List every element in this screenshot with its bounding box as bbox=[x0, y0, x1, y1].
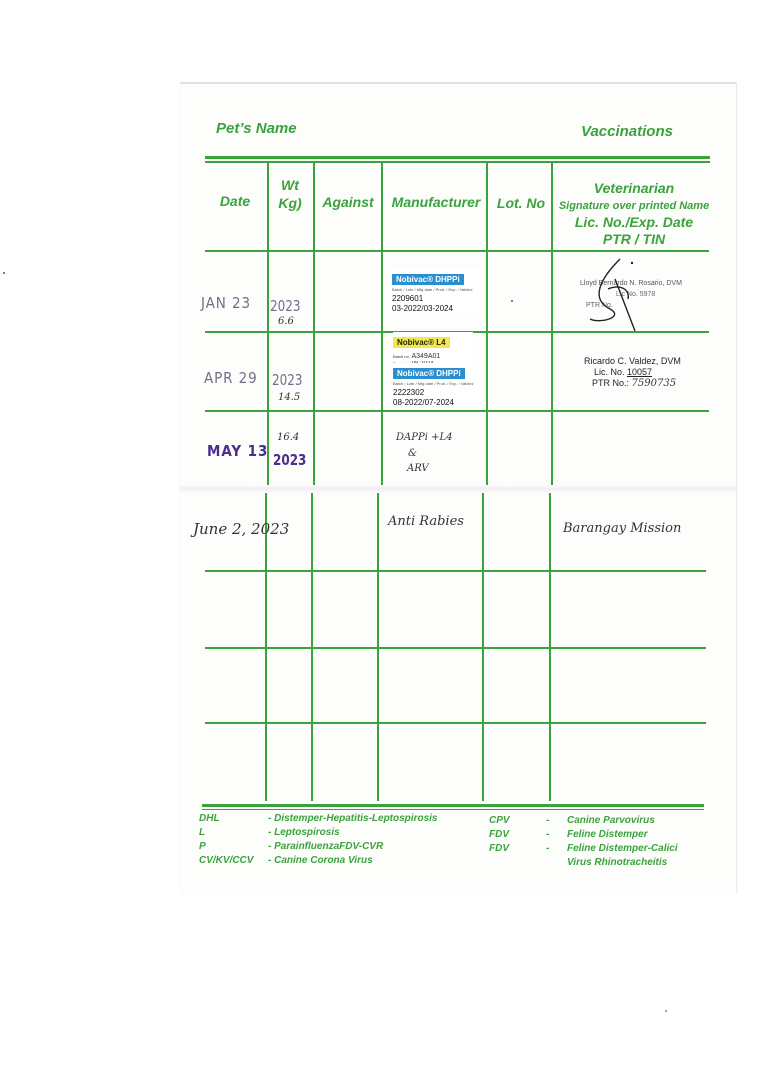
row1-date-stamp: JAN 23 bbox=[201, 294, 251, 312]
row4-manufacturer-note: Anti Rabies bbox=[388, 514, 464, 529]
grid-line bbox=[381, 163, 383, 489]
row2-sticker-batch: 2222302 bbox=[393, 388, 425, 397]
footer-rule-thin bbox=[202, 809, 704, 810]
legend-desc: Feline Distemper bbox=[567, 829, 648, 840]
header-rule-thick bbox=[205, 156, 710, 159]
row3-year-stamp: 2023 bbox=[273, 451, 307, 469]
row3-note-1: DAPPi +L4 bbox=[396, 432, 453, 443]
row2-sticker-fine: Batch / Lote / Mfg date / Prod. / Exp. / Validez bbox=[393, 381, 474, 386]
row-line bbox=[205, 410, 709, 412]
legend-dash: - bbox=[546, 815, 550, 826]
row3-weight: 16.4 bbox=[277, 432, 300, 443]
legend-dash: - bbox=[546, 843, 550, 854]
legend-abbr: CPV bbox=[489, 815, 510, 826]
row2-vet-ptr: 7590735 bbox=[631, 378, 677, 389]
grid-line bbox=[313, 163, 315, 489]
header-rule-thin bbox=[205, 161, 710, 163]
grid-line bbox=[486, 163, 488, 489]
legend-abbr: FDV bbox=[489, 829, 509, 840]
header-date: Date bbox=[219, 193, 251, 209]
legend-right-abbr bbox=[489, 814, 529, 856]
row4-vet-note: Barangay Mission bbox=[563, 521, 682, 536]
row1-sticker-brand: Nobivac® DHPPi bbox=[392, 274, 464, 285]
row1-sticker-dates: 03-2022/03-2024 bbox=[392, 304, 453, 313]
legend-left-desc bbox=[268, 812, 478, 868]
row1-vaccine-sticker bbox=[392, 269, 480, 314]
row2-sticker-top-batch-label: Batch no. bbox=[393, 354, 410, 359]
header-signature: Signature over printed Name bbox=[558, 200, 710, 212]
footer-rule-thick bbox=[202, 804, 704, 807]
pets-name-label: Pet’s Name bbox=[216, 120, 297, 137]
legend-desc: Feline Distemper-Calici bbox=[567, 843, 678, 854]
header-ptr-tin: PTR / TIN bbox=[602, 231, 666, 247]
row2-vet-name: Ricardo C. Valdez, DVM bbox=[584, 356, 681, 366]
row2-vet-stamp bbox=[584, 356, 704, 389]
header-lot-no: Lot. No bbox=[496, 195, 546, 211]
header-wt-line1: Wt bbox=[281, 177, 299, 193]
row3-date-stamp: MAY 13 bbox=[207, 442, 269, 460]
row1-sticker-batch: 2209601 bbox=[392, 294, 424, 303]
legend-abbr: L bbox=[199, 827, 206, 838]
row2-sticker-top-brand: Nobivac® L4 bbox=[393, 337, 450, 348]
header-veterinarian: Veterinarian bbox=[593, 180, 675, 196]
row2-vaccine-sticker bbox=[393, 363, 481, 408]
row2-vet-lic: 10057 bbox=[627, 367, 653, 377]
row1-vet-lic: Lic No. 5978 bbox=[616, 291, 656, 298]
legend-desc: Canine Parvovirus bbox=[567, 815, 655, 826]
speck bbox=[3, 272, 5, 274]
legend-abbr: DHL bbox=[199, 813, 220, 824]
legend-desc: - Canine Corona Virus bbox=[268, 855, 373, 866]
row2-vet-lic-label: Lic. No. bbox=[594, 367, 625, 377]
row4-date-handwritten: June 2, 2023 bbox=[193, 520, 290, 538]
legend-desc: - ParainfluenzaFDV-CVR bbox=[268, 841, 384, 852]
vaccinations-label: Vaccinations bbox=[581, 123, 673, 140]
header-lic-exp: Lic. No./Exp. Date bbox=[574, 214, 694, 230]
row1-sticker-fine: Batch / Lote / Mfg date / Prod. / Exp. / Validez bbox=[392, 287, 473, 292]
fold-crease bbox=[180, 485, 736, 493]
legend-right-desc bbox=[567, 814, 717, 870]
row1-vet-name: Lloyd Bernardo N. Rosario, DVM bbox=[580, 280, 682, 287]
legend-abbr: FDV bbox=[489, 843, 509, 854]
row2-year-stamp: 2023 bbox=[272, 371, 303, 389]
legend-dash: - bbox=[546, 829, 550, 840]
legend-left-abbr bbox=[199, 812, 269, 868]
speck bbox=[665, 1010, 667, 1012]
row2-sticker-dates: 08-2022/07-2024 bbox=[393, 398, 454, 407]
row2-date-stamp: APR 29 bbox=[204, 369, 258, 387]
row-line bbox=[205, 570, 706, 572]
legend-desc: Virus Rhinotracheitis bbox=[567, 857, 668, 868]
speck bbox=[511, 300, 513, 302]
row3-note-3: ARV bbox=[407, 463, 429, 474]
row1-year-stamp: 2023 bbox=[270, 297, 301, 315]
legend-right-dash bbox=[546, 814, 560, 856]
row2-sticker-top bbox=[393, 332, 473, 366]
row2-vet-ptr-label: PTR No.: bbox=[592, 378, 630, 388]
legend-abbr: CV/KV/CCV bbox=[199, 855, 254, 866]
header-wt-line2: Kg) bbox=[278, 195, 302, 211]
row1-weight: 6.6 bbox=[278, 316, 294, 327]
row3-note-2: & bbox=[408, 448, 417, 459]
vaccination-card bbox=[180, 82, 737, 894]
legend-abbr: P bbox=[199, 841, 206, 852]
legend-desc: - Distemper-Hepatitis-Leptospirosis bbox=[268, 813, 438, 824]
grid-line bbox=[551, 163, 553, 489]
row1-vet-signature bbox=[580, 249, 650, 334]
header-against: Against bbox=[322, 194, 374, 210]
row-line bbox=[205, 647, 706, 649]
grid-line bbox=[267, 163, 269, 489]
header-manufacturer: Manufacturer bbox=[391, 194, 481, 210]
row2-sticker-top-batch: A349A01 bbox=[411, 353, 441, 360]
row1-vet-ptr: PTR No. bbox=[586, 302, 613, 309]
legend-desc: - Leptospirosis bbox=[268, 827, 340, 838]
row-line bbox=[205, 722, 706, 724]
row2-sticker-brand: Nobivac® DHPPi bbox=[393, 368, 465, 379]
row2-weight: 14.5 bbox=[278, 392, 301, 403]
